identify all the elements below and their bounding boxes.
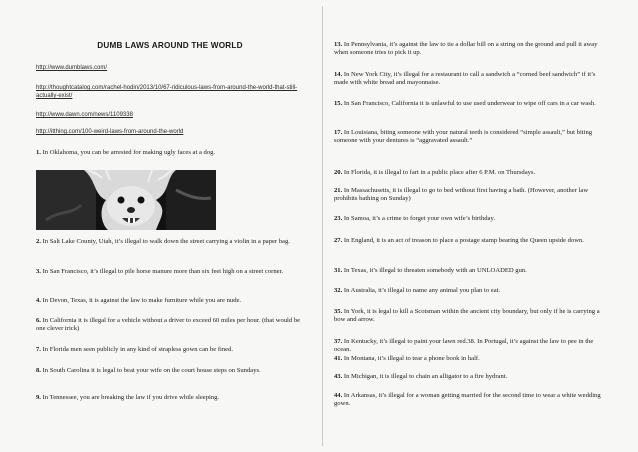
law-number: 37. xyxy=(334,338,343,345)
law-text: In San Francisco, it’s illegal to pile horse manure more than six feet high on a street corner. xyxy=(42,268,284,275)
law-item xyxy=(36,297,308,305)
left-column xyxy=(30,0,310,452)
law-item xyxy=(334,308,606,325)
law-text: In Arkansas, it’s illegal for a woman getting married for the second time to wear a white wedding gown. xyxy=(334,392,601,408)
law-number: 20. xyxy=(334,169,343,176)
law-item xyxy=(334,267,606,275)
law-item xyxy=(334,71,606,88)
law-text: In Louisiana, biting someone with your natural teeth is considered “simple assault,” but biting someone with your dentures is “aggravated assault.” xyxy=(334,129,593,145)
law-item xyxy=(334,373,606,381)
law-item xyxy=(334,215,606,223)
law-item xyxy=(334,129,606,146)
law-item xyxy=(334,355,606,363)
law-number: 44. xyxy=(334,392,343,399)
law-item xyxy=(334,169,606,177)
dog-photo-image xyxy=(36,170,216,230)
law-item xyxy=(334,187,606,204)
law-item xyxy=(36,268,308,276)
law-text: In New York City, it’s illegal for a restaurant to call a sandwich a “corned beef sandwich” if it’s made with white bread and mayonnaise. xyxy=(334,71,596,87)
law-number: 7. xyxy=(36,346,41,353)
law-number: 6. xyxy=(36,317,41,324)
law-item xyxy=(36,346,308,354)
law-item xyxy=(334,237,606,245)
page-title: DUMB LAWS AROUND THE WORLD xyxy=(97,41,243,50)
law-number: 43. xyxy=(334,373,343,380)
law-text: In South Carolina it is legal to beat your wife on the court house steps on Sundays. xyxy=(42,367,261,374)
law-number: 21. xyxy=(334,187,343,194)
law-text: In Pennsylvania, it’s against the law to tie a dollar bill on a string on the ground and pull it away when someone tries to pick it up. xyxy=(334,41,598,57)
law-number: 32. xyxy=(334,287,343,294)
law-text: In Oklahoma, you can be arrested for making ugly faces at a dog. xyxy=(42,149,216,156)
right-column xyxy=(334,0,609,452)
law-item xyxy=(36,367,308,375)
law-number: 1. xyxy=(36,149,41,156)
law-item xyxy=(36,317,308,334)
law-text: In Devon, Texas, it is against the law to make furniture while you are nude. xyxy=(42,297,242,304)
law-number: 4. xyxy=(36,297,41,304)
law-number: 27. xyxy=(334,237,343,244)
law-number: 35. xyxy=(334,308,343,315)
law-number: 14. xyxy=(334,71,343,78)
law-number: 31. xyxy=(334,267,343,274)
law-text: In Salt Lake County, Utah, it’s illegal to walk down the street carrying a violin in a paper bag. xyxy=(42,238,290,245)
law-number: 23. xyxy=(334,215,343,222)
dog-photo xyxy=(36,170,216,230)
law-number: 8. xyxy=(36,367,41,374)
law-text: In Michigan, it is illegal to chain an alligator to a fire hydrant. xyxy=(343,373,508,380)
law-item xyxy=(36,394,308,402)
law-text: In California it is illegal for a vehicle without a driver to exceed 60 miles per hour. (that would be one clever trick) xyxy=(36,317,301,333)
law-text: In Florida men seen publicly in any kind of strapless gown can be fined. xyxy=(42,346,234,353)
law-text: In Montana, it’s illegal to tear a phone book in half. xyxy=(343,355,480,362)
law-item xyxy=(334,287,606,295)
law-number: 15. xyxy=(334,100,343,107)
law-number: 17. xyxy=(334,129,343,136)
law-item xyxy=(334,338,606,355)
law-text: In Kentucky, it’s illegal to paint your lawn red.38. In Portugal, it’s against the law to pee in the ocean. xyxy=(334,338,594,354)
law-item xyxy=(36,238,308,246)
law-number: 13. xyxy=(334,41,343,48)
law-text: In York, it is legal to kill a Scotsman within the ancient city boundary, but only if he is carrying a bow and arrow. xyxy=(334,308,600,324)
law-number: 9. xyxy=(36,394,41,401)
law-number: 41. xyxy=(334,355,343,362)
law-item xyxy=(334,392,606,409)
law-text: In England, it is an act of treason to place a postage stamp bearing the Queen upside down. xyxy=(343,237,584,244)
law-text: In Tennessee, you are breaking the law if you drive while sleeping. xyxy=(42,394,220,401)
law-text: In San Francisco, California it is unlawful to use used underwear to wipe off cars in a car wash. xyxy=(343,100,596,107)
source-link-1[interactable]: http://www.dumblaws.com/ xyxy=(36,65,108,71)
source-link-2[interactable]: http://thoughtcatalog.com/rachel-hodin/2013/10/67-ridiculous-laws-from-around-the-world-that-still-actually-exist/ xyxy=(36,85,298,99)
law-item xyxy=(334,100,606,108)
source-link-3[interactable]: http://www.dawn.com/news/1109338 xyxy=(36,112,133,118)
law-text: In Samoa, it’s a crime to forget your own wife’s birthday. xyxy=(343,215,495,222)
source-link-4[interactable]: http://itthing.com/100-weird-laws-from-around-the-world xyxy=(36,129,184,135)
law-text: In Massachusetts, it is illegal to go to bed without first having a bath. (However, another law prohibits bathing on Sunday) xyxy=(334,187,589,203)
law-text: In Florida, it is illegal to fart in a public place after 6 P.M. on Thursdays. xyxy=(343,169,536,176)
law-text: In Texas, it’s illegal to threaten somebody with an UNLOADED gun. xyxy=(343,267,527,274)
law-item xyxy=(36,149,308,157)
law-item xyxy=(334,41,606,58)
column-divider xyxy=(322,6,323,446)
law-text: In Australia, it’s illegal to name any animal you plan to eat. xyxy=(343,287,501,294)
law-number: 2. xyxy=(36,238,41,245)
law-number: 3. xyxy=(36,268,41,275)
